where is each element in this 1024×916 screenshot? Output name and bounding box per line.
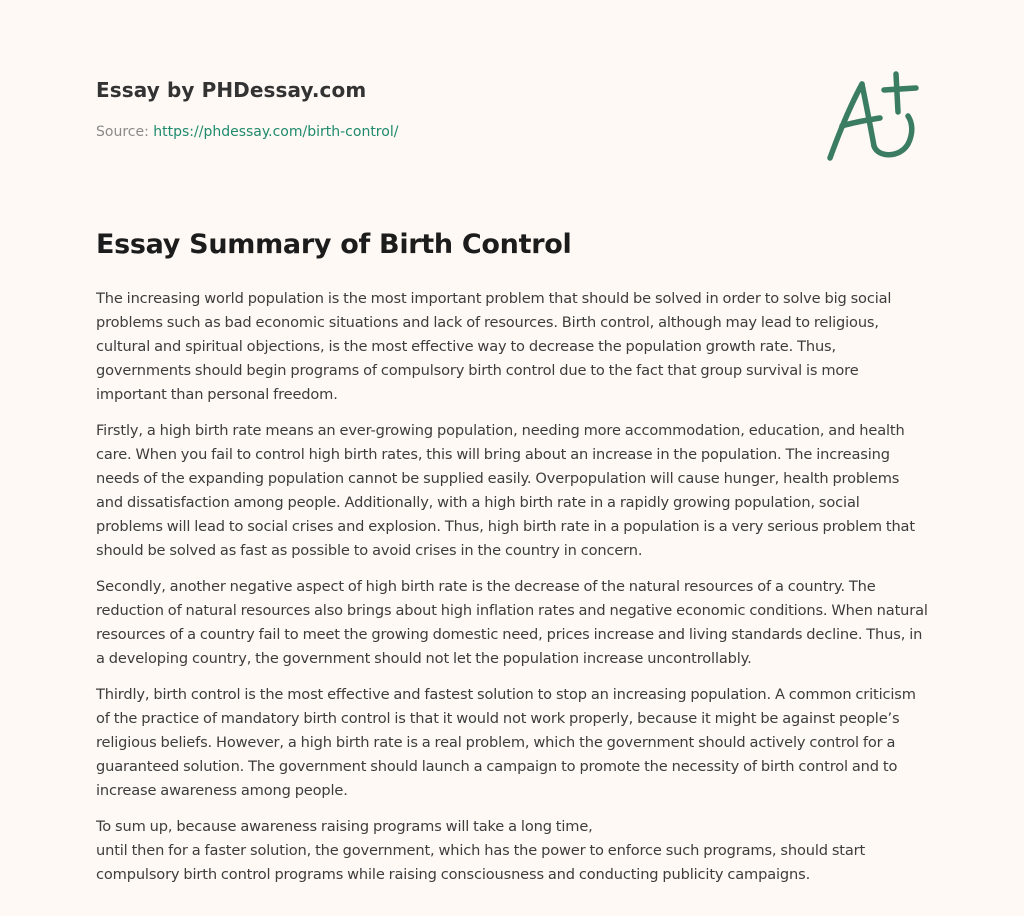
essay [96,226,928,899]
a-plus-grade-icon [820,66,930,166]
site-title: Essay by PHDessay.com [96,78,367,102]
essay-body [96,287,928,887]
page-header [96,76,796,142]
essay-title: Essay Summary of Birth Control [96,229,572,260]
essay-paragraph-firstly: Firstly, a high birth rate means an ever-growing population, needing more accommodation, education, and health care. When you fail to control high birth rates, this will bring about an increase in the population. The increasing needs of the expanding population cannot be supplied easily. Overpopulation will cause hunger, health problems and dissatisfaction among people. Additionally, with a high birth rate in a rapidly growing population, social problems will lead to social crises and explosion. Thus, high birth rate in a population is a very serious problem that should be solved as fast as possible to avoid crises in the country in concern. [96,422,915,559]
conclusion-line-2: until then for a faster solution, the government, which has the power to enforce such programs, should start compulsory birth control programs while raising consciousness and conducting publicity campaigns. [96,842,866,883]
essay-paragraph-secondly: Secondly, another negative aspect of high birth rate is the decrease of the natural resources of a country. The reduction of natural resources also brings about high inflation rates and negative economic conditions. When natural resources of a country fail to meet the growing domestic need, prices increase and living standards decline. Thus, in a developing country, the government should not let the population increase uncontrollably. [96,578,928,667]
source-line [96,122,796,142]
essay-paragraph-conclusion [96,815,928,887]
conclusion-line-1: To sum up, because awareness raising programs will take a long time, [96,818,593,835]
essay-paragraph-intro: The increasing world population is the most important problem that should be solved in order to solve big social problems such as bad economic situations and lack of resources. Birth control, although may lead to religious, cultural and spiritual objections, is the most effective way to decrease the population growth rate. Thus, governments should begin programs of compulsory birth control due to the fact that group survival is more important than personal freedom. [96,290,892,403]
source-label: Source: [96,124,154,140]
essay-paragraph-thirdly: Thirdly, birth control is the most effective and fastest solution to stop an increasing population. A common criticism of the practice of mandatory birth control is that it would not work properly, because it might be against people’s religious beliefs. However, a high birth rate is a real problem, which the government should actively control for a guaranteed solution. The government should launch a campaign to promote the necessity of birth control and to increase awareness among people. [96,686,916,799]
source-link[interactable]: https://phdessay.com/birth-control/ [153,124,399,140]
